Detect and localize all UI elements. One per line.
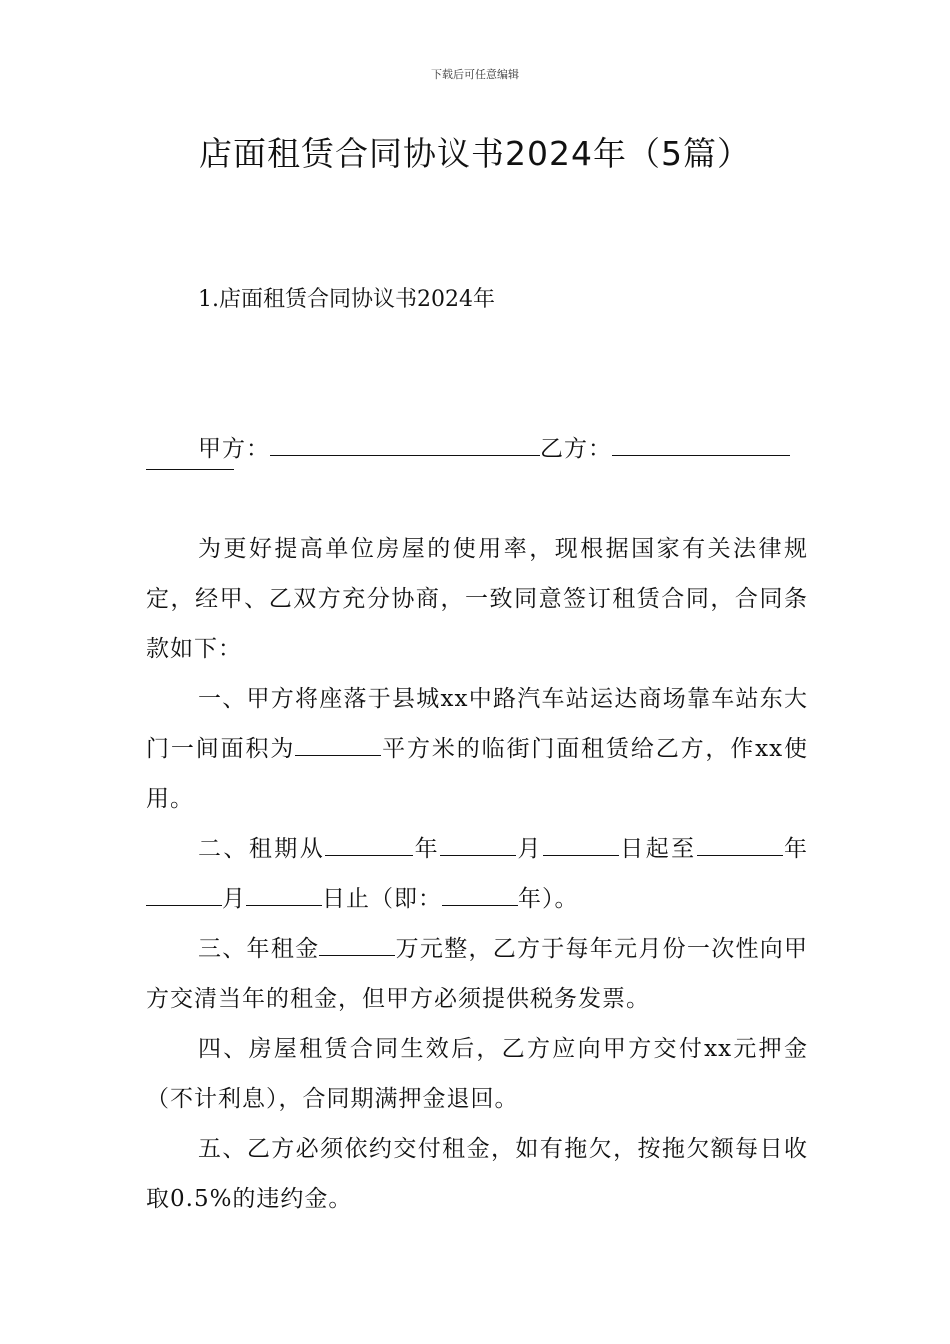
clause-5: 五、乙方必须依约交付租金，如有拖欠，按拖欠额每日收取0.5%的违约金。 (146, 1136, 808, 1212)
intro-paragraph: 为更好提高单位房屋的使用率，现根据国家有关法律规定，经甲、乙双方充分协商，一致同意签订租赁合同，合同条款如下： (146, 536, 808, 662)
clause-1-text-a: 一、甲方将座落于县城xx中路汽车站运达商场靠车站东大门一间面积为 (146, 686, 808, 762)
party-a-blank (270, 454, 540, 456)
start-day-blank (543, 854, 619, 856)
clause-2-month-label: 月 (516, 836, 543, 862)
clause-3-text-a: 三、年租金 (198, 936, 320, 962)
contract-body (146, 524, 808, 1224)
area-blank (295, 754, 381, 756)
clause-2-year-label: 年 (413, 836, 441, 862)
header-note: 下载后可任意编辑 (431, 68, 519, 81)
clause-4: 四、房屋租赁合同生效后，乙方应向甲方交付xx元押金（不计利息），合同期满押金退回。 (146, 1036, 808, 1112)
end-year-blank (697, 854, 783, 856)
section-heading: 1.店面租赁合同协议书2024年 (198, 287, 495, 312)
start-year-blank (325, 854, 413, 856)
start-month-blank (440, 854, 516, 856)
party-a-label: 甲方： (198, 436, 270, 462)
clause-1-text-b: 平方米的临街门面租赁给乙方，作xx使用。 (146, 736, 808, 812)
party-b-label: 乙方： (540, 436, 612, 462)
end-day-blank (246, 904, 322, 906)
clause-2-day-end-label: 日止（即： (322, 886, 442, 912)
end-month-blank (146, 904, 222, 906)
clause-2-year2-label: 年 (782, 836, 809, 862)
clause-2-text-a: 二、租期从 (198, 836, 326, 862)
clause-3 (146, 924, 808, 1024)
term-years-blank (442, 904, 518, 906)
rent-amount-blank (319, 954, 395, 956)
clause-2-day-to-label: 日起至 (618, 836, 697, 862)
parties-line (146, 424, 808, 470)
clause-2-end-label: 年）。 (518, 886, 579, 912)
clause-1 (146, 674, 808, 824)
clause-3-text-b: 万元整，乙方于每年元月份一次性向甲方交清当年的租金，但甲方必须提供税务发票。 (146, 936, 809, 1012)
clause-2-month2-label: 月 (222, 886, 246, 912)
clause-2 (146, 824, 808, 924)
document-title: 店面租赁合同协议书2024年（5篇） (199, 134, 751, 173)
party-b-blank (612, 454, 790, 456)
